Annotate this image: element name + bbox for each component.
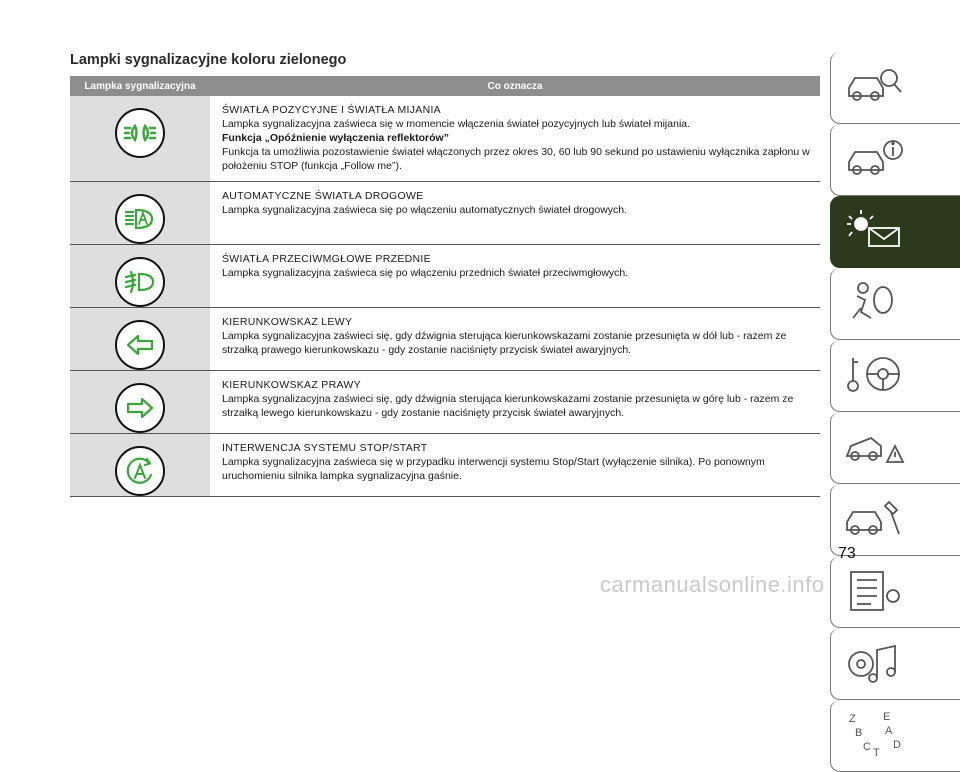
row-heading: AUTOMATYCZNE ŚWIATŁA DROGOWE (222, 190, 424, 202)
index-letter: C (863, 741, 871, 753)
tab-starting-driving[interactable] (830, 340, 960, 412)
tab-safety[interactable] (830, 268, 960, 340)
table-header (70, 76, 820, 96)
tab-car-search[interactable] (830, 52, 960, 124)
row-heading: INTERWENCJA SYSTEMU STOP/START (222, 442, 428, 454)
index-letter: A (885, 725, 893, 737)
index-letter: E (883, 711, 891, 723)
index-letter: T (873, 747, 880, 759)
index-letters-icon (843, 710, 905, 760)
multimedia-icon (843, 638, 905, 688)
row-heading: KIERUNKOWSKAZ LEWY (222, 316, 353, 328)
row-text: Lampka sygnalizacyjna zaświeca się po włączeniu automatycznych świateł drogowych. (222, 204, 628, 216)
key-steering-icon (843, 350, 905, 400)
tab-warning-lights[interactable] (830, 196, 960, 268)
specs-list-icon (843, 566, 905, 616)
tab-index[interactable] (830, 700, 960, 772)
breakdown-icon (843, 422, 905, 472)
table-row (70, 96, 820, 182)
row-heading: ŚWIATŁA PRZECIWMGŁOWE PRZEDNIE (222, 253, 431, 265)
index-letter: Z (849, 713, 856, 725)
auto-high-beam-icon (115, 194, 165, 244)
car-info-icon (843, 134, 905, 184)
tab-car-info[interactable] (830, 124, 960, 196)
row-subtext: Funkcja ta umożliwia pozostawienie świateł włączonych przez okres 30, 60 lub 90 sekund po ustawieniu wyłącznika zapłonu w położeniu STOP (funkcja „Follow me”). (222, 146, 810, 172)
row-text: Lampka sygnalizacyjna zaświeci się, gdy dźwignia sterująca kierunkowskazami zostanie przesunięta w dół lub - razem ze strzałką prawego kierunkowskazu - gdy zostanie naciśnięty przycisk świateł awaryjnych. (222, 330, 787, 356)
watermark: carmanualsonline.info (600, 572, 825, 597)
row-heading: ŚWIATŁA POZYCYJNE I ŚWIATŁA MIJANIA (222, 104, 441, 116)
airbag-person-icon (843, 278, 905, 328)
table-row (70, 245, 820, 308)
index-letter: D (893, 739, 901, 751)
tab-emergency[interactable] (830, 412, 960, 484)
left-turn-arrow-icon (115, 320, 165, 370)
warning-lights-table (70, 76, 820, 497)
right-turn-arrow-icon (115, 383, 165, 433)
row-subheading: Funkcja „Opóźnienie wyłączenia reflektorów” (222, 132, 449, 144)
tab-technical-data[interactable] (830, 556, 960, 628)
row-text: Lampka sygnalizacyjna zaświeca się w przypadku interwencji systemu Stop/Start (wyłączenie silnika). Po ponownym uruchomieniu silnika lampka sygnalizacyjna gaśnie. (222, 456, 765, 482)
table-row (70, 434, 820, 497)
position-lights-icon (115, 108, 165, 158)
tab-multimedia[interactable] (830, 628, 960, 700)
chapter-sidebar (830, 52, 960, 772)
table-row (70, 371, 820, 434)
front-fog-lights-icon (115, 257, 165, 307)
car-service-icon (843, 494, 905, 544)
page-number: 73 (838, 545, 856, 562)
header-lamp: Lampka sygnalizacyjna (84, 80, 196, 92)
stop-start-icon (115, 446, 165, 496)
warning-lights-icon (843, 206, 905, 256)
row-text: Lampka sygnalizacyjna zaświeca się po włączeniu przednich świateł przeciwmgłowych. (222, 267, 629, 279)
row-text: Lampka sygnalizacyjna zaświeci się, gdy dźwignia sterująca kierunkowskazami zostanie przesunięta w górę lub - razem ze strzałką lewego kierunkowskazu - gdy zostanie naciśnięty przycisk świateł awaryjnych. (222, 393, 794, 419)
index-letter: B (855, 727, 863, 739)
header-meaning: Co oznacza (487, 80, 543, 92)
page-title: Lampki sygnalizacyjne koloru zielonego (70, 52, 347, 68)
table-row (70, 182, 820, 245)
car-search-icon (843, 62, 905, 112)
table-row (70, 308, 820, 371)
row-heading: KIERUNKOWSKAZ PRAWY (222, 379, 361, 391)
row-text: Lampka sygnalizacyjna zaświeca się w momencie włączenia świateł pozycyjnych lub świateł mijania. (222, 118, 691, 130)
